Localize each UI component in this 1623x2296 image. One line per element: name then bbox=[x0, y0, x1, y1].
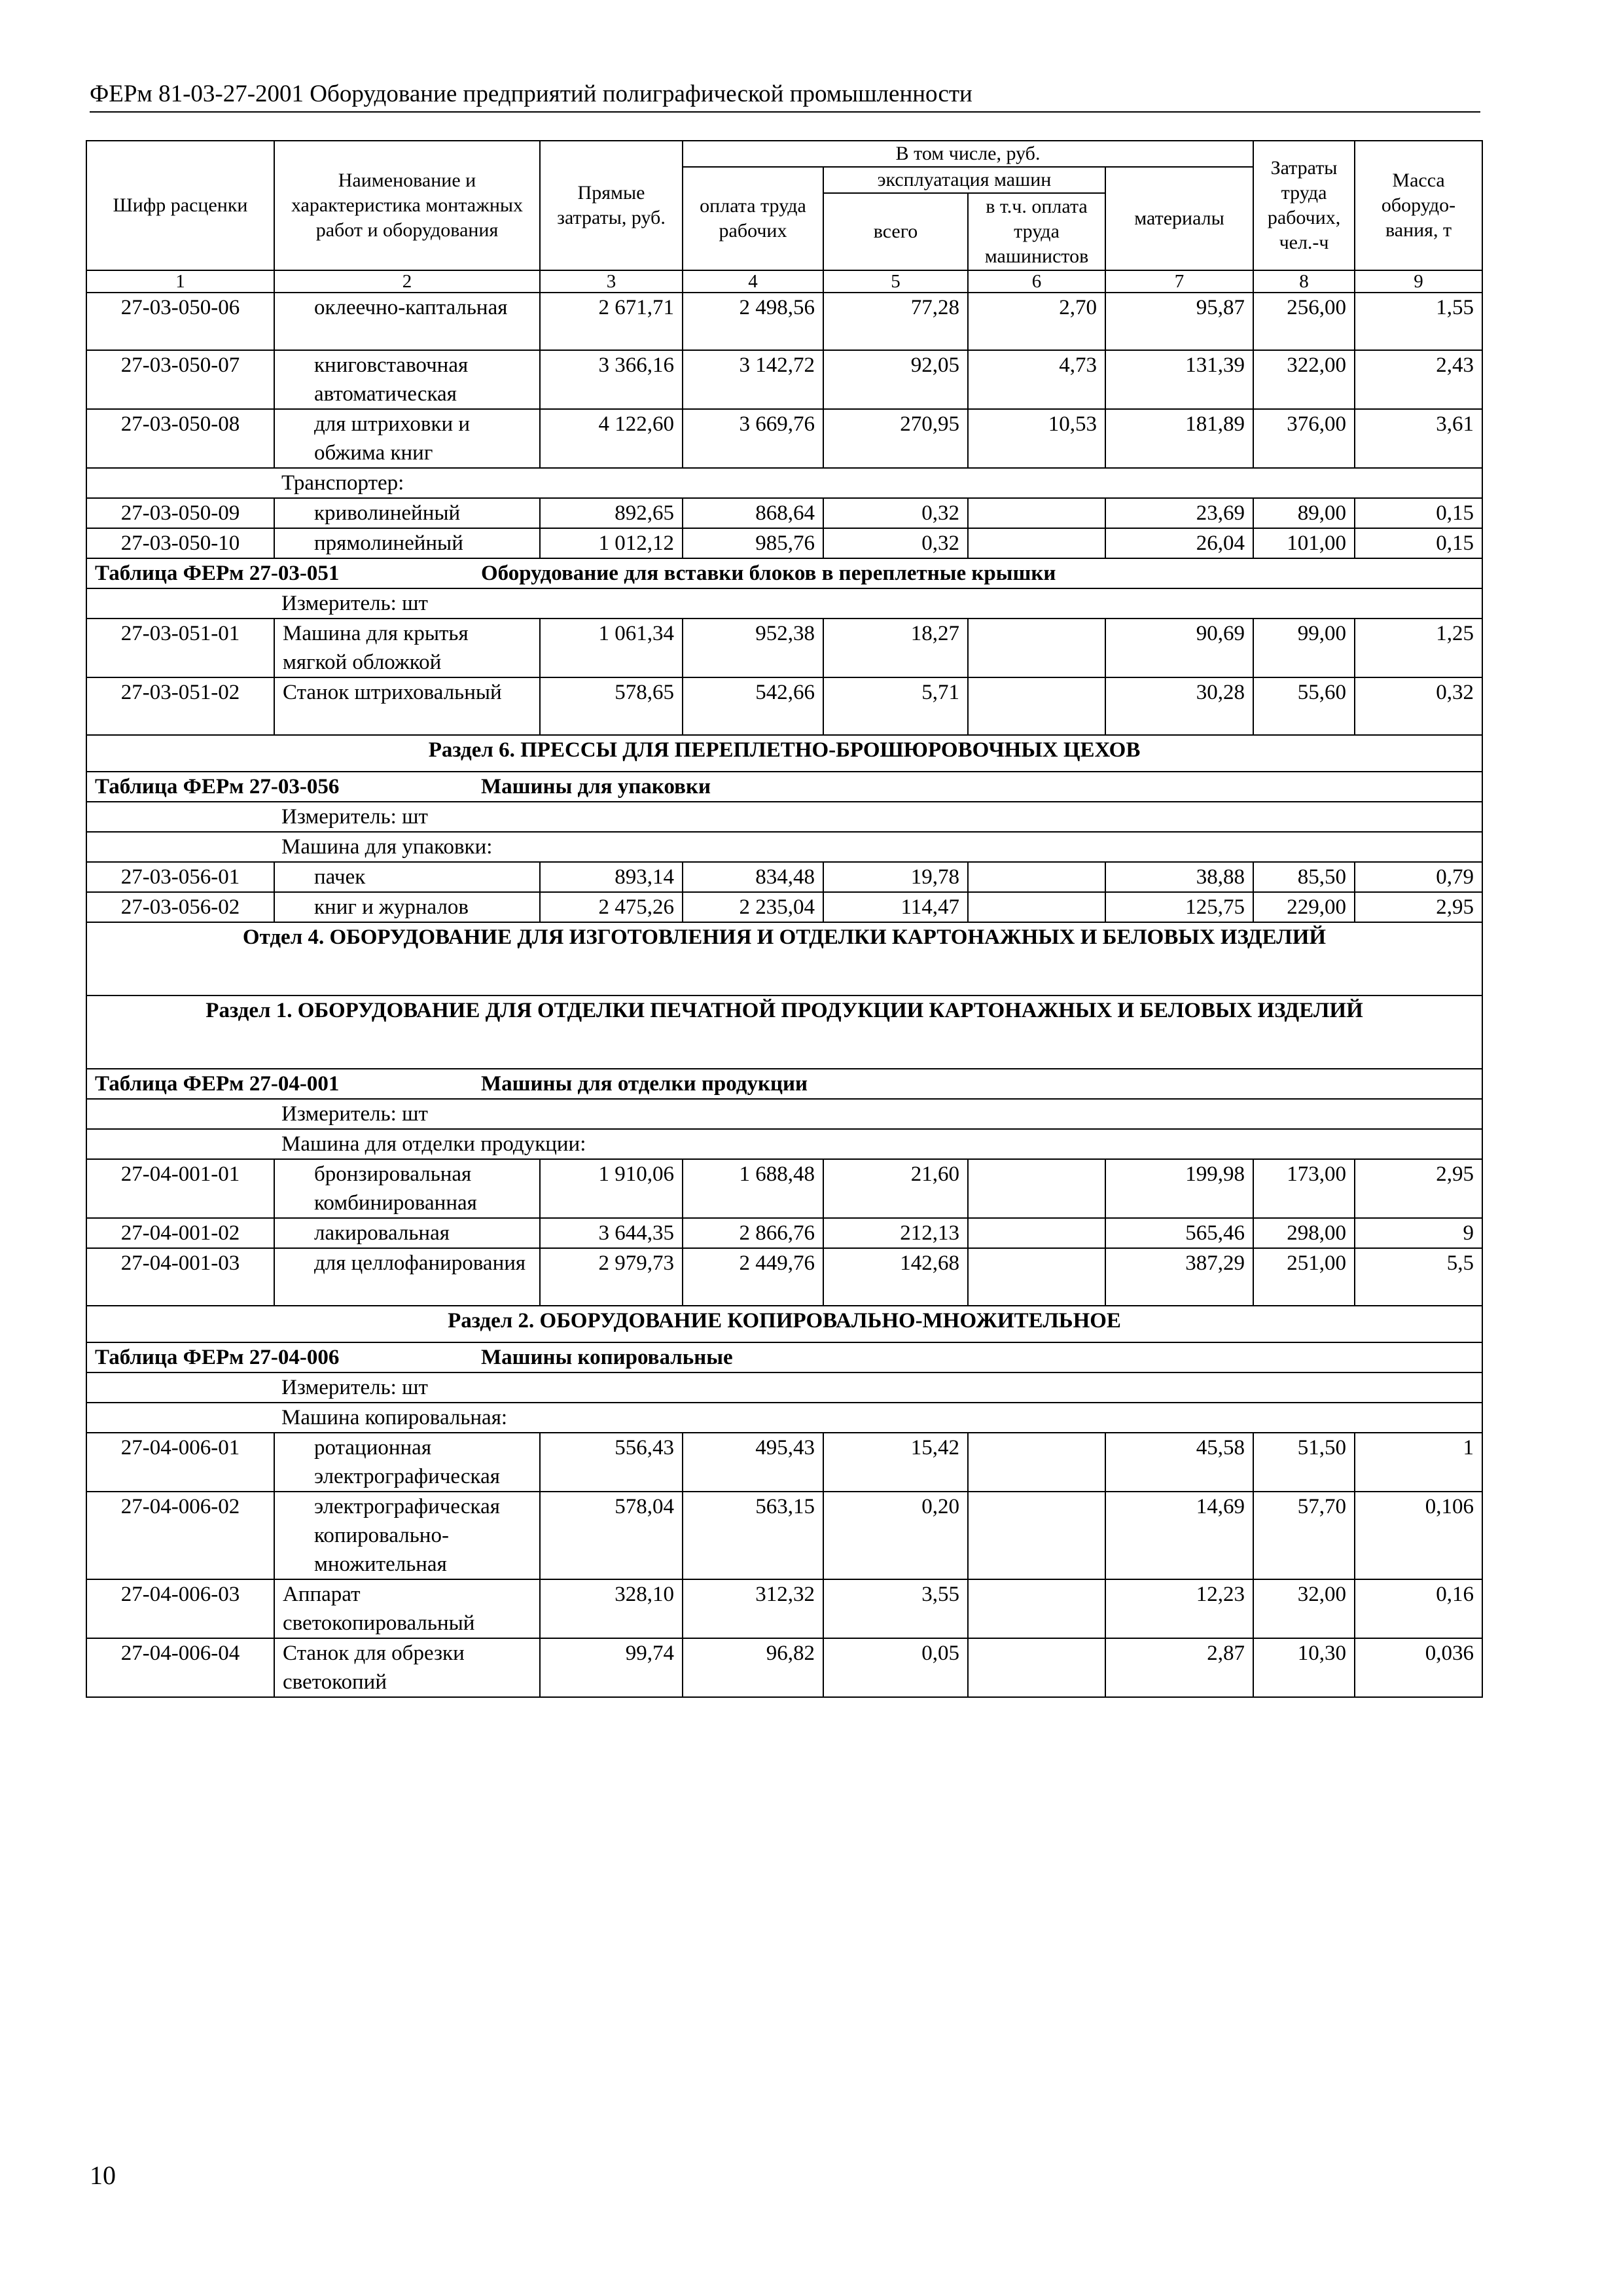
row-direct-cost: 893,14 bbox=[540, 862, 683, 892]
group-label: Машина копировальная: bbox=[86, 1403, 1482, 1433]
row-direct-cost: 1 061,34 bbox=[540, 619, 683, 677]
group-row bbox=[86, 1403, 1482, 1433]
row-machinists-wage bbox=[968, 1638, 1105, 1697]
row-machines-total: 18,27 bbox=[823, 619, 968, 677]
row-name: бронзировальная комбинированная bbox=[274, 1159, 540, 1218]
row-code: 27-03-050-09 bbox=[86, 498, 274, 528]
row-direct-cost: 2 475,26 bbox=[540, 892, 683, 922]
row-labor: 55,60 bbox=[1253, 677, 1355, 735]
row-machinists-wage bbox=[968, 1218, 1105, 1248]
table-row bbox=[86, 1218, 1482, 1248]
row-code: 27-04-006-02 bbox=[86, 1492, 274, 1579]
row-code: 27-03-056-02 bbox=[86, 892, 274, 922]
table-number: Таблица ФЕРм 27-04-006 bbox=[95, 1346, 340, 1369]
row-labor: 51,50 bbox=[1253, 1433, 1355, 1492]
row-mass: 0,106 bbox=[1355, 1492, 1482, 1579]
row-code: 27-04-001-01 bbox=[86, 1159, 274, 1218]
row-wage: 2 449,76 bbox=[683, 1248, 823, 1306]
row-materials: 23,69 bbox=[1105, 498, 1253, 528]
header-including: В том числе, руб. bbox=[683, 141, 1253, 167]
page-header: ФЕРм 81-03-27-2001 Оборудование предприятий полиграфической промышленности bbox=[90, 77, 1480, 113]
row-code: 27-03-051-02 bbox=[86, 677, 274, 735]
row-direct-cost: 99,74 bbox=[540, 1638, 683, 1697]
row-machinists-wage bbox=[968, 1492, 1105, 1579]
row-machinists-wage bbox=[968, 528, 1105, 558]
row-direct-cost: 578,65 bbox=[540, 677, 683, 735]
row-wage: 3 669,76 bbox=[683, 409, 823, 468]
table-title bbox=[86, 772, 1482, 802]
row-name: ротационная электрографическая bbox=[274, 1433, 540, 1492]
row-wage: 1 688,48 bbox=[683, 1159, 823, 1218]
table-name: Оборудование для вставки блоков в переплетные крышки bbox=[481, 562, 1056, 585]
row-labor: 32,00 bbox=[1253, 1579, 1355, 1638]
row-name: Станок штриховальный bbox=[274, 677, 540, 735]
row-name: Аппарат светокопировальный bbox=[274, 1579, 540, 1638]
table-row bbox=[86, 862, 1482, 892]
unit-row bbox=[86, 1372, 1482, 1403]
row-wage: 2 235,04 bbox=[683, 892, 823, 922]
division-title: Отдел 4. ОБОРУДОВАНИЕ ДЛЯ ИЗГОТОВЛЕНИЯ И ОТДЕЛКИ КАРТОНАЖНЫХ И БЕЛОВЫХ ИЗДЕЛИЙ bbox=[86, 922, 1482, 996]
row-machinists-wage bbox=[968, 862, 1105, 892]
row-mass: 1,25 bbox=[1355, 619, 1482, 677]
row-code: 27-04-001-02 bbox=[86, 1218, 274, 1248]
row-name: для штриховки и обжима книг bbox=[274, 409, 540, 468]
col-number: 4 bbox=[683, 270, 823, 293]
row-direct-cost: 3 366,16 bbox=[540, 350, 683, 409]
table-number: Таблица ФЕРм 27-03-056 bbox=[95, 775, 340, 798]
row-machines-total: 142,68 bbox=[823, 1248, 968, 1306]
row-materials: 45,58 bbox=[1105, 1433, 1253, 1492]
section-title: Раздел 2. ОБОРУДОВАНИЕ КОПИРОВАЛЬНО-МНОЖИТЕЛЬНОЕ bbox=[86, 1306, 1482, 1342]
row-mass: 1,55 bbox=[1355, 293, 1482, 350]
col-number: 8 bbox=[1253, 270, 1355, 293]
row-direct-cost: 1 012,12 bbox=[540, 528, 683, 558]
header-labor: Затраты труда рабочих, чел.-ч bbox=[1253, 141, 1355, 270]
row-machines-total: 77,28 bbox=[823, 293, 968, 350]
row-mass: 2,95 bbox=[1355, 892, 1482, 922]
table-row bbox=[86, 1248, 1482, 1306]
row-direct-cost: 2 979,73 bbox=[540, 1248, 683, 1306]
header-mass: Масса оборудо-вания, т bbox=[1355, 141, 1482, 270]
row-name: для целлофанирования bbox=[274, 1248, 540, 1306]
row-mass: 0,15 bbox=[1355, 528, 1482, 558]
row-labor: 229,00 bbox=[1253, 892, 1355, 922]
unit-row bbox=[86, 1099, 1482, 1129]
row-labor: 99,00 bbox=[1253, 619, 1355, 677]
row-name: Станок для обрезки светокопий bbox=[274, 1638, 540, 1697]
row-machinists-wage bbox=[968, 677, 1105, 735]
row-code: 27-04-006-03 bbox=[86, 1579, 274, 1638]
row-direct-cost: 556,43 bbox=[540, 1433, 683, 1492]
row-wage: 495,43 bbox=[683, 1433, 823, 1492]
row-mass: 2,43 bbox=[1355, 350, 1482, 409]
section-row bbox=[86, 1306, 1482, 1342]
row-name: книг и журналов bbox=[274, 892, 540, 922]
row-direct-cost: 578,04 bbox=[540, 1492, 683, 1579]
col-number: 3 bbox=[540, 270, 683, 293]
row-machines-total: 21,60 bbox=[823, 1159, 968, 1218]
row-materials: 565,46 bbox=[1105, 1218, 1253, 1248]
header-wage: оплата труда рабочих bbox=[683, 167, 823, 270]
unit-label: Измеритель: шт bbox=[86, 588, 1482, 619]
row-wage: 952,38 bbox=[683, 619, 823, 677]
row-machinists-wage bbox=[968, 1248, 1105, 1306]
row-mass: 0,79 bbox=[1355, 862, 1482, 892]
row-machines-total: 0,32 bbox=[823, 528, 968, 558]
row-code: 27-03-051-01 bbox=[86, 619, 274, 677]
row-materials: 26,04 bbox=[1105, 528, 1253, 558]
group-row bbox=[86, 1129, 1482, 1159]
row-mass: 5,5 bbox=[1355, 1248, 1482, 1306]
row-name: оклеечно-каптальная bbox=[274, 293, 540, 350]
row-code: 27-03-056-01 bbox=[86, 862, 274, 892]
header-name: Наименование и характеристика монтажных работ и оборудования bbox=[274, 141, 540, 270]
row-materials: 125,75 bbox=[1105, 892, 1253, 922]
col-number: 5 bbox=[823, 270, 968, 293]
row-materials: 90,69 bbox=[1105, 619, 1253, 677]
row-machinists-wage: 4,73 bbox=[968, 350, 1105, 409]
table-row bbox=[86, 1159, 1482, 1218]
table-row bbox=[86, 892, 1482, 922]
row-wage: 985,76 bbox=[683, 528, 823, 558]
row-wage: 834,48 bbox=[683, 862, 823, 892]
row-wage: 563,15 bbox=[683, 1492, 823, 1579]
row-labor: 298,00 bbox=[1253, 1218, 1355, 1248]
table-number: Таблица ФЕРм 27-04-001 bbox=[95, 1072, 340, 1096]
group-row bbox=[86, 468, 1482, 498]
row-machines-total: 212,13 bbox=[823, 1218, 968, 1248]
row-machines-total: 0,20 bbox=[823, 1492, 968, 1579]
row-materials: 181,89 bbox=[1105, 409, 1253, 468]
row-code: 27-04-001-03 bbox=[86, 1248, 274, 1306]
row-labor: 10,30 bbox=[1253, 1638, 1355, 1697]
row-machinists-wage: 2,70 bbox=[968, 293, 1105, 350]
row-wage: 2 498,56 bbox=[683, 293, 823, 350]
table-title bbox=[86, 1342, 1482, 1372]
header-machines: эксплуатация машин bbox=[823, 167, 1105, 193]
unit-label: Измеритель: шт bbox=[86, 1099, 1482, 1129]
row-labor: 376,00 bbox=[1253, 409, 1355, 468]
row-mass: 9 bbox=[1355, 1218, 1482, 1248]
row-materials: 30,28 bbox=[1105, 677, 1253, 735]
row-machines-total: 114,47 bbox=[823, 892, 968, 922]
row-code: 27-03-050-08 bbox=[86, 409, 274, 468]
row-mass: 3,61 bbox=[1355, 409, 1482, 468]
table-row bbox=[86, 1492, 1482, 1579]
table-name: Машины для упаковки bbox=[481, 775, 711, 798]
row-machines-total: 0,32 bbox=[823, 498, 968, 528]
row-machinists-wage bbox=[968, 1579, 1105, 1638]
table-title bbox=[86, 558, 1482, 588]
table-title bbox=[86, 1069, 1482, 1099]
row-materials: 2,87 bbox=[1105, 1638, 1253, 1697]
row-labor: 101,00 bbox=[1253, 528, 1355, 558]
header-machines-total: всего bbox=[823, 193, 968, 270]
row-materials: 38,88 bbox=[1105, 862, 1253, 892]
row-machinists-wage bbox=[968, 1433, 1105, 1492]
row-direct-cost: 328,10 bbox=[540, 1579, 683, 1638]
table-title-row bbox=[86, 1342, 1482, 1372]
table-row bbox=[86, 1579, 1482, 1638]
table-name: Машины копировальные bbox=[481, 1346, 733, 1369]
section-row bbox=[86, 996, 1482, 1069]
row-name: пачек bbox=[274, 862, 540, 892]
table-title-row bbox=[86, 1069, 1482, 1099]
row-wage: 96,82 bbox=[683, 1638, 823, 1697]
row-materials: 14,69 bbox=[1105, 1492, 1253, 1579]
row-labor: 85,50 bbox=[1253, 862, 1355, 892]
row-materials: 199,98 bbox=[1105, 1159, 1253, 1218]
table-row bbox=[86, 409, 1482, 468]
row-wage: 868,64 bbox=[683, 498, 823, 528]
table-row bbox=[86, 498, 1482, 528]
row-materials: 12,23 bbox=[1105, 1579, 1253, 1638]
unit-row bbox=[86, 802, 1482, 832]
row-wage: 3 142,72 bbox=[683, 350, 823, 409]
group-row bbox=[86, 832, 1482, 862]
row-machinists-wage bbox=[968, 498, 1105, 528]
row-machines-total: 5,71 bbox=[823, 677, 968, 735]
page-number: 10 bbox=[90, 2161, 116, 2190]
header-code: Шифр расценки bbox=[86, 141, 274, 270]
row-mass: 0,32 bbox=[1355, 677, 1482, 735]
table-row bbox=[86, 1433, 1482, 1492]
row-code: 27-03-050-07 bbox=[86, 350, 274, 409]
row-direct-cost: 892,65 bbox=[540, 498, 683, 528]
row-name: прямолинейный bbox=[274, 528, 540, 558]
row-name: лакировальная bbox=[274, 1218, 540, 1248]
col-number: 9 bbox=[1355, 270, 1482, 293]
row-mass: 0,16 bbox=[1355, 1579, 1482, 1638]
row-machinists-wage bbox=[968, 892, 1105, 922]
row-direct-cost: 1 910,06 bbox=[540, 1159, 683, 1218]
row-direct-cost: 3 644,35 bbox=[540, 1218, 683, 1248]
row-wage: 542,66 bbox=[683, 677, 823, 735]
unit-row bbox=[86, 588, 1482, 619]
table-body bbox=[86, 293, 1482, 1697]
section-title: Раздел 1. ОБОРУДОВАНИЕ ДЛЯ ОТДЕЛКИ ПЕЧАТНОЙ ПРОДУКЦИИ КАРТОНАЖНЫХ И БЕЛОВЫХ ИЗДЕЛИЙ bbox=[86, 996, 1482, 1069]
col-number: 2 bbox=[274, 270, 540, 293]
row-machinists-wage bbox=[968, 1159, 1105, 1218]
row-machines-total: 3,55 bbox=[823, 1579, 968, 1638]
table-row bbox=[86, 293, 1482, 350]
row-direct-cost: 4 122,60 bbox=[540, 409, 683, 468]
row-code: 27-04-006-01 bbox=[86, 1433, 274, 1492]
header-direct: Прямые затраты, руб. bbox=[540, 141, 683, 270]
unit-label: Измеритель: шт bbox=[86, 1372, 1482, 1403]
row-name: Машина для крытья мягкой обложкой bbox=[274, 619, 540, 677]
table-row bbox=[86, 677, 1482, 735]
col-number: 7 bbox=[1105, 270, 1253, 293]
row-materials: 131,39 bbox=[1105, 350, 1253, 409]
row-materials: 387,29 bbox=[1105, 1248, 1253, 1306]
row-code: 27-03-050-10 bbox=[86, 528, 274, 558]
unit-label: Измеритель: шт bbox=[86, 802, 1482, 832]
row-machines-total: 19,78 bbox=[823, 862, 968, 892]
header-materials: материалы bbox=[1105, 167, 1253, 270]
row-materials: 95,87 bbox=[1105, 293, 1253, 350]
row-labor: 173,00 bbox=[1253, 1159, 1355, 1218]
row-labor: 251,00 bbox=[1253, 1248, 1355, 1306]
table-number: Таблица ФЕРм 27-03-051 bbox=[95, 562, 340, 585]
row-name: электрографическая копировально-множительная bbox=[274, 1492, 540, 1579]
table-row bbox=[86, 350, 1482, 409]
group-label: Машина для отделки продукции: bbox=[86, 1129, 1482, 1159]
row-mass: 0,036 bbox=[1355, 1638, 1482, 1697]
row-wage: 312,32 bbox=[683, 1579, 823, 1638]
group-label: Транспортер: bbox=[86, 468, 1482, 498]
row-code: 27-04-006-04 bbox=[86, 1638, 274, 1697]
row-name: криволинейный bbox=[274, 498, 540, 528]
division-row bbox=[86, 922, 1482, 996]
row-machinists-wage bbox=[968, 619, 1105, 677]
col-number: 1 bbox=[86, 270, 274, 293]
row-machines-total: 0,05 bbox=[823, 1638, 968, 1697]
row-labor: 322,00 bbox=[1253, 350, 1355, 409]
row-labor: 89,00 bbox=[1253, 498, 1355, 528]
row-mass: 2,95 bbox=[1355, 1159, 1482, 1218]
row-machinists-wage: 10,53 bbox=[968, 409, 1105, 468]
row-mass: 1 bbox=[1355, 1433, 1482, 1492]
table-title-row bbox=[86, 558, 1482, 588]
rates-table bbox=[86, 140, 1483, 1698]
header-machinists: в т.ч. оплата труда машинистов bbox=[968, 193, 1105, 270]
table-row bbox=[86, 1638, 1482, 1697]
table-title-row bbox=[86, 772, 1482, 802]
row-wage: 2 866,76 bbox=[683, 1218, 823, 1248]
table-name: Машины для отделки продукции bbox=[481, 1072, 808, 1096]
row-code: 27-03-050-06 bbox=[86, 293, 274, 350]
row-direct-cost: 2 671,71 bbox=[540, 293, 683, 350]
col-number: 6 bbox=[968, 270, 1105, 293]
section-title: Раздел 6. ПРЕССЫ ДЛЯ ПЕРЕПЛЕТНО-БРОШЮРОВОЧНЫХ ЦЕХОВ bbox=[86, 735, 1482, 772]
row-labor: 256,00 bbox=[1253, 293, 1355, 350]
row-machines-total: 270,95 bbox=[823, 409, 968, 468]
row-machines-total: 15,42 bbox=[823, 1433, 968, 1492]
table-row bbox=[86, 619, 1482, 677]
section-row bbox=[86, 735, 1482, 772]
row-name: книговставочная автоматическая bbox=[274, 350, 540, 409]
row-labor: 57,70 bbox=[1253, 1492, 1355, 1579]
table-row bbox=[86, 528, 1482, 558]
row-mass: 0,15 bbox=[1355, 498, 1482, 528]
table-header bbox=[86, 141, 1482, 293]
row-machines-total: 92,05 bbox=[823, 350, 968, 409]
group-label: Машина для упаковки: bbox=[86, 832, 1482, 862]
